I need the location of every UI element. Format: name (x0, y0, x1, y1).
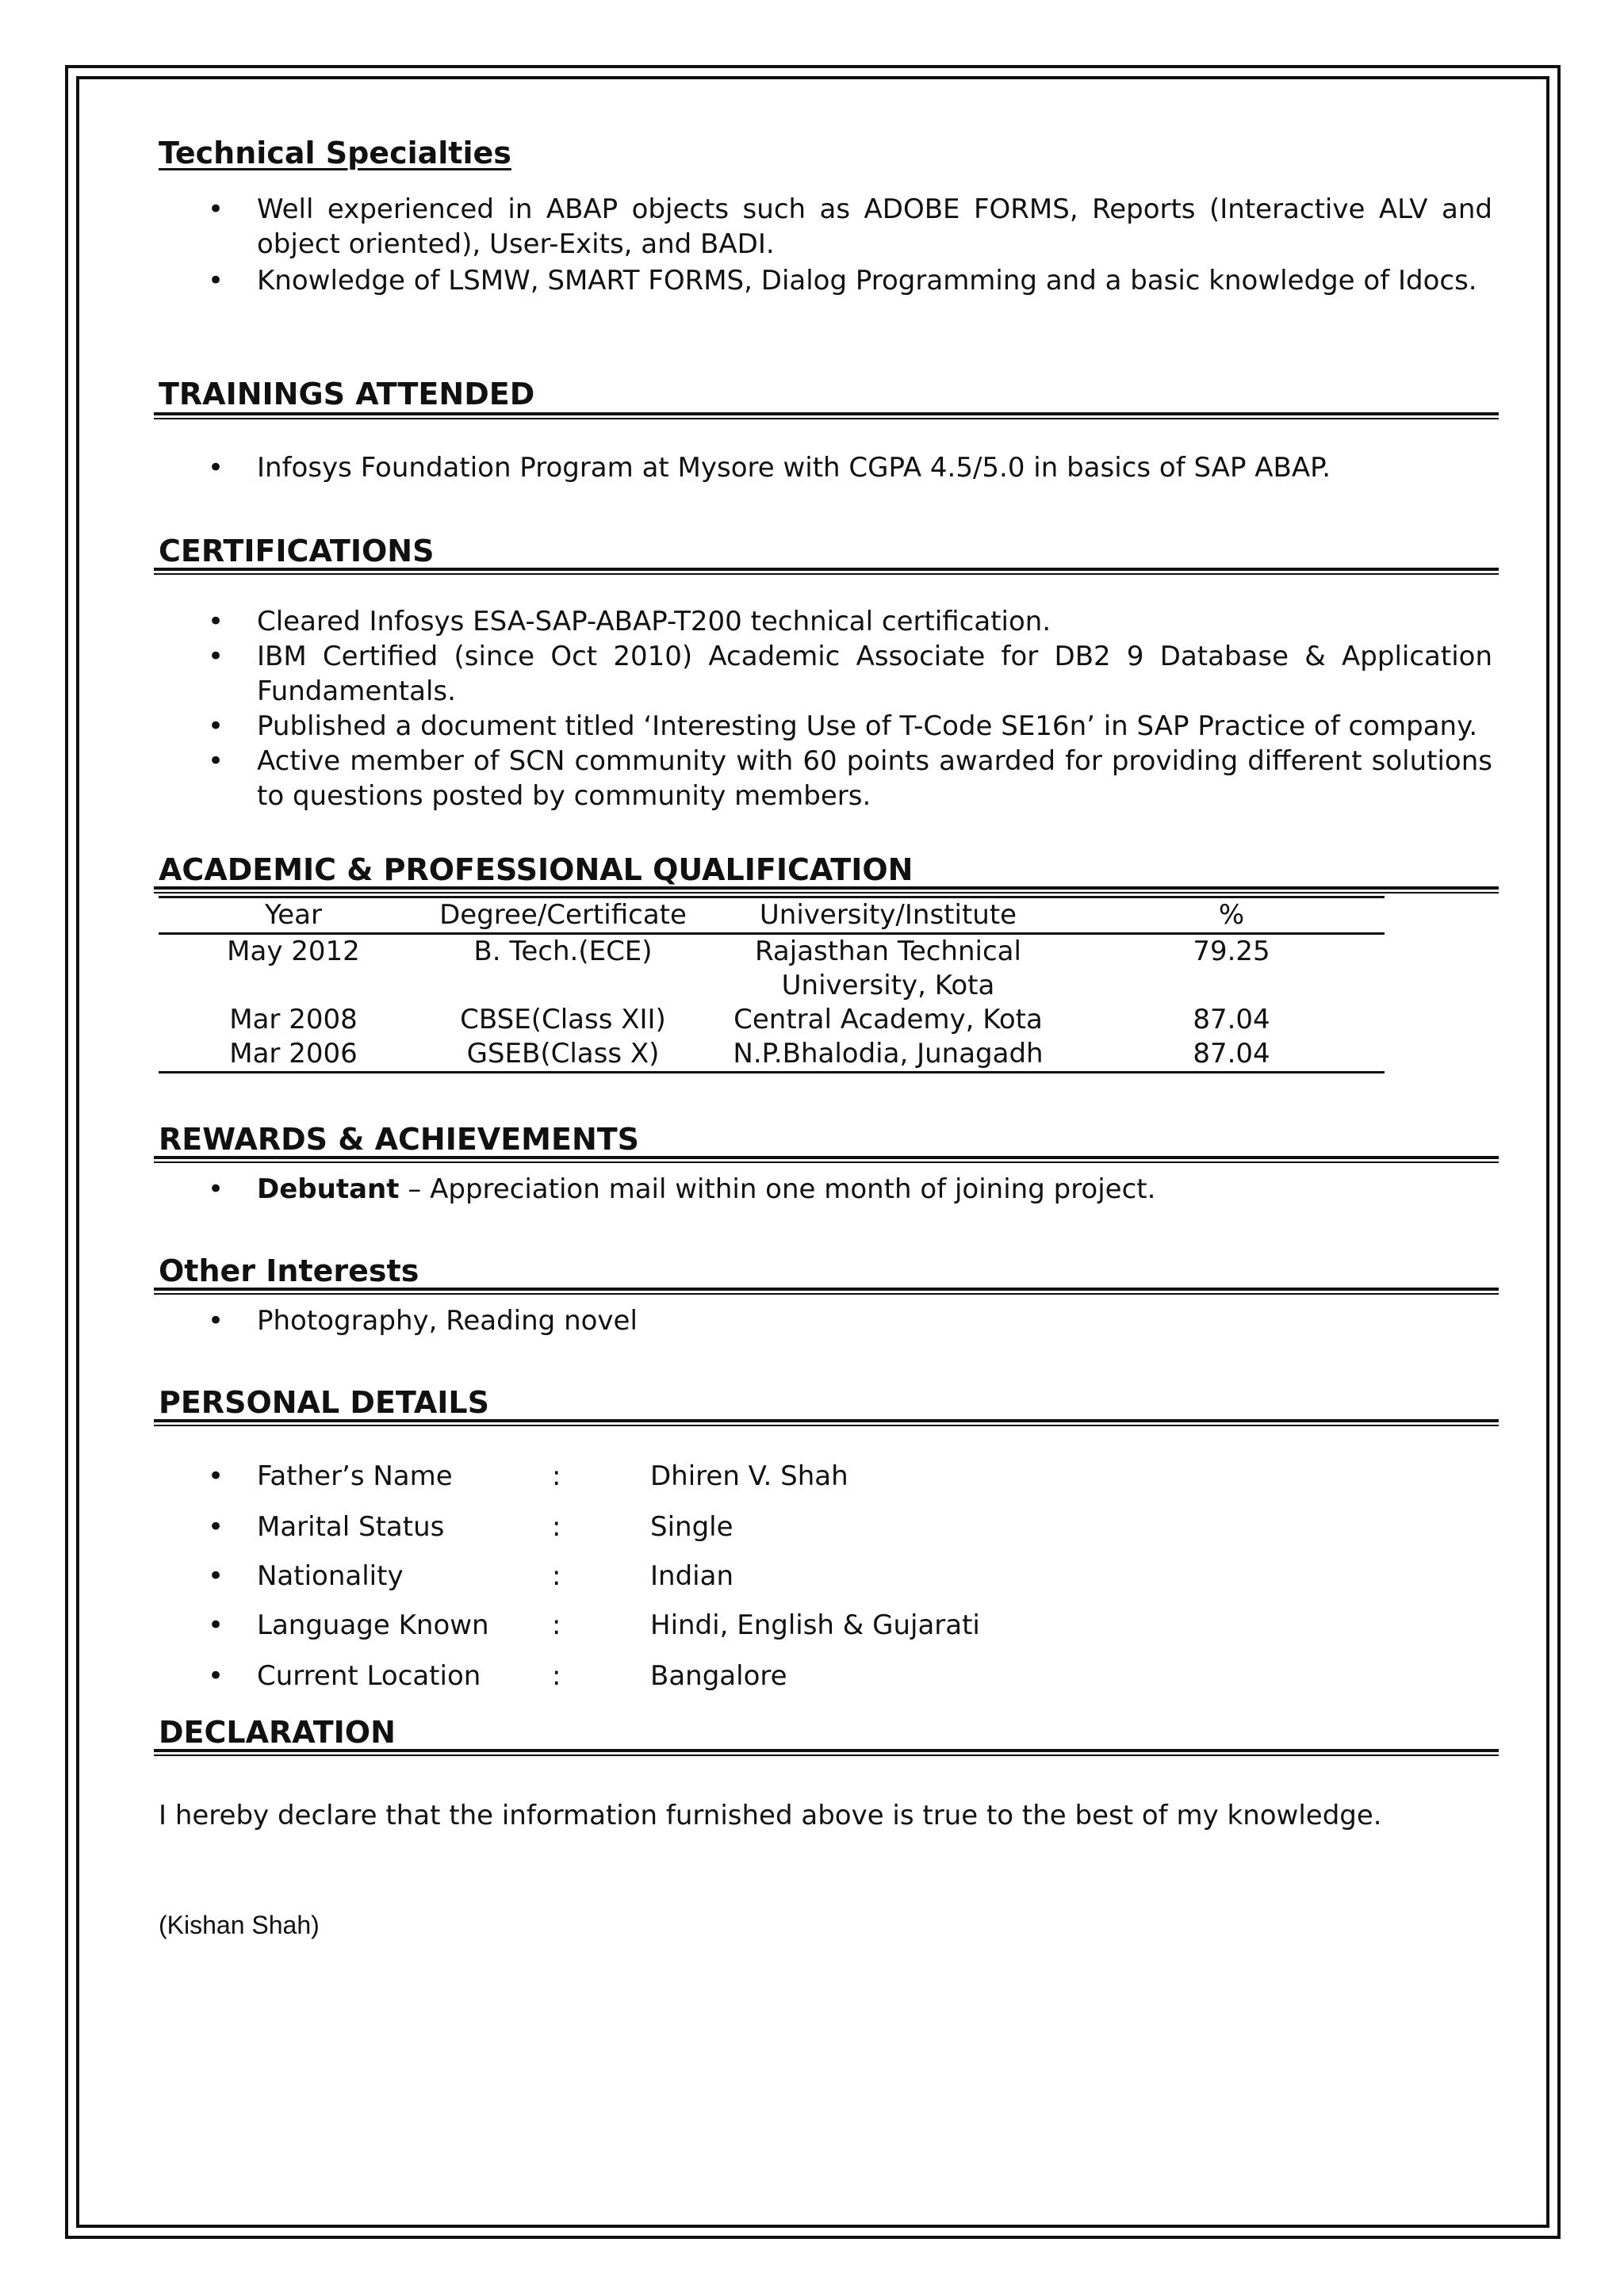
personal-row-nationality (0, 1559, 1427, 1594)
column-header-university: University/Institute (759, 899, 1017, 931)
cell-degree: CBSE(Class XII) (460, 1004, 666, 1035)
personal-details-title: PERSONAL DETAILS (159, 1385, 489, 1420)
bullet: • (208, 1609, 224, 1641)
list-item: • Well experienced in ABAP objects such as ADOBE FORMS, Reports (Interactive ALV and object oriented), User-Exits, and BADI. (0, 192, 1492, 262)
list-item: • Active member of SCN community with 60 points awarded for providing different solutions to questions posted by community members. (0, 744, 1492, 813)
list-item: • Photography, Reading novel (0, 1303, 1492, 1338)
reward-name: Debutant (257, 1173, 400, 1205)
trainings-list (0, 450, 1492, 485)
column-header-percent: % (1218, 899, 1245, 931)
separator: : (552, 1609, 561, 1641)
certifications-list (0, 604, 1492, 813)
rewards-rule (154, 1156, 1499, 1163)
declaration-rule (154, 1749, 1499, 1756)
cell-university: Central Academy, Kota (733, 1004, 1043, 1035)
declaration-text: I hereby declare that the information furnished above is true to the best of my knowledge. (159, 1800, 1382, 1831)
list-item (0, 1172, 1492, 1207)
list-item: • Infosys Foundation Program at Mysore with CGPA 4.5/5.0 in basics of SAP ABAP. (0, 450, 1492, 485)
bullet: • (208, 1560, 224, 1592)
bullet: • (208, 1460, 224, 1492)
list-item: • Published a document titled ‘Interesting Use of T-Code SE16n’ in SAP Practice of company. (0, 709, 1492, 744)
cell-degree: B. Tech.(ECE) (473, 936, 653, 967)
personal-row-location (0, 1659, 1427, 1693)
declaration-title: DECLARATION (159, 1715, 396, 1750)
bullet: • (208, 1511, 224, 1543)
column-header-year: Year (265, 899, 322, 931)
personal-label: Current Location (257, 1660, 481, 1692)
personal-value: Hindi, English & Gujarati (650, 1609, 980, 1641)
qualification-rule (154, 886, 1499, 894)
list-item: • Cleared Infosys ESA-SAP-ABAP-T200 technical certification. (0, 604, 1492, 639)
reward-description: – Appreciation mail within one month of joining project. (399, 1173, 1156, 1205)
cell-year: Mar 2006 (229, 1038, 358, 1070)
table-row (159, 1037, 1385, 1073)
rewards-list (0, 1172, 1492, 1207)
cell-percent: 87.04 (1193, 1004, 1270, 1035)
personal-row-marital (0, 1510, 1427, 1544)
cell-university: N.P.Bhalodia, Junagadh (733, 1038, 1044, 1070)
separator: : (552, 1511, 561, 1543)
separator: : (552, 1560, 561, 1592)
personal-row-father (0, 1459, 1427, 1494)
certifications-rule (154, 568, 1499, 575)
personal-details-rule (154, 1419, 1499, 1426)
personal-label: Father’s Name (257, 1460, 453, 1492)
certifications-title: CERTIFICATIONS (159, 534, 435, 568)
personal-value: Bangalore (650, 1660, 787, 1692)
table-row (159, 934, 1385, 1004)
cell-degree: GSEB(Class X) (466, 1038, 660, 1070)
separator: : (552, 1460, 561, 1492)
signature: (Kishan Shah) (159, 1911, 320, 1939)
table-row (159, 1003, 1385, 1037)
trainings-title: TRAININGS ATTENDED (159, 377, 535, 411)
cell-year: Mar 2008 (229, 1004, 358, 1035)
trainings-rule (154, 412, 1499, 419)
rewards-title: REWARDS & ACHIEVEMENTS (159, 1122, 640, 1157)
column-header-degree: Degree/Certificate (439, 899, 687, 931)
technical-specialties-list (0, 192, 1492, 298)
personal-row-language (0, 1608, 1427, 1643)
interests-rule (154, 1288, 1499, 1295)
personal-label: Marital Status (257, 1511, 445, 1543)
cell-percent: 87.04 (1193, 1038, 1270, 1070)
cell-year: May 2012 (227, 936, 360, 967)
personal-value: Single (650, 1511, 733, 1543)
qualification-title: ACADEMIC & PROFESSIONAL QUALIFICATION (159, 852, 914, 887)
personal-value: Dhiren V. Shah (650, 1460, 848, 1492)
table-header-row (159, 897, 1385, 934)
interests-title: Other Interests (159, 1253, 419, 1288)
technical-specialties-title: Technical Specialties (159, 136, 511, 170)
qualification-table (159, 896, 1385, 1073)
list-item: • Knowledge of LSMW, SMART FORMS, Dialog Programming and a basic knowledge of Idocs. (0, 263, 1492, 298)
list-item: • IBM Certified (since Oct 2010) Academic Associate for DB2 9 Database & Application Fundamentals. (0, 639, 1492, 709)
cell-university: Rajasthan Technical University, Kota (755, 936, 1021, 1001)
personal-label: Language Known (257, 1609, 489, 1641)
bullet: • (208, 1660, 224, 1692)
personal-label: Nationality (257, 1560, 404, 1592)
cell-percent: 79.25 (1193, 936, 1270, 967)
interests-list (0, 1303, 1492, 1338)
personal-value: Indian (650, 1560, 733, 1592)
separator: : (552, 1660, 561, 1692)
